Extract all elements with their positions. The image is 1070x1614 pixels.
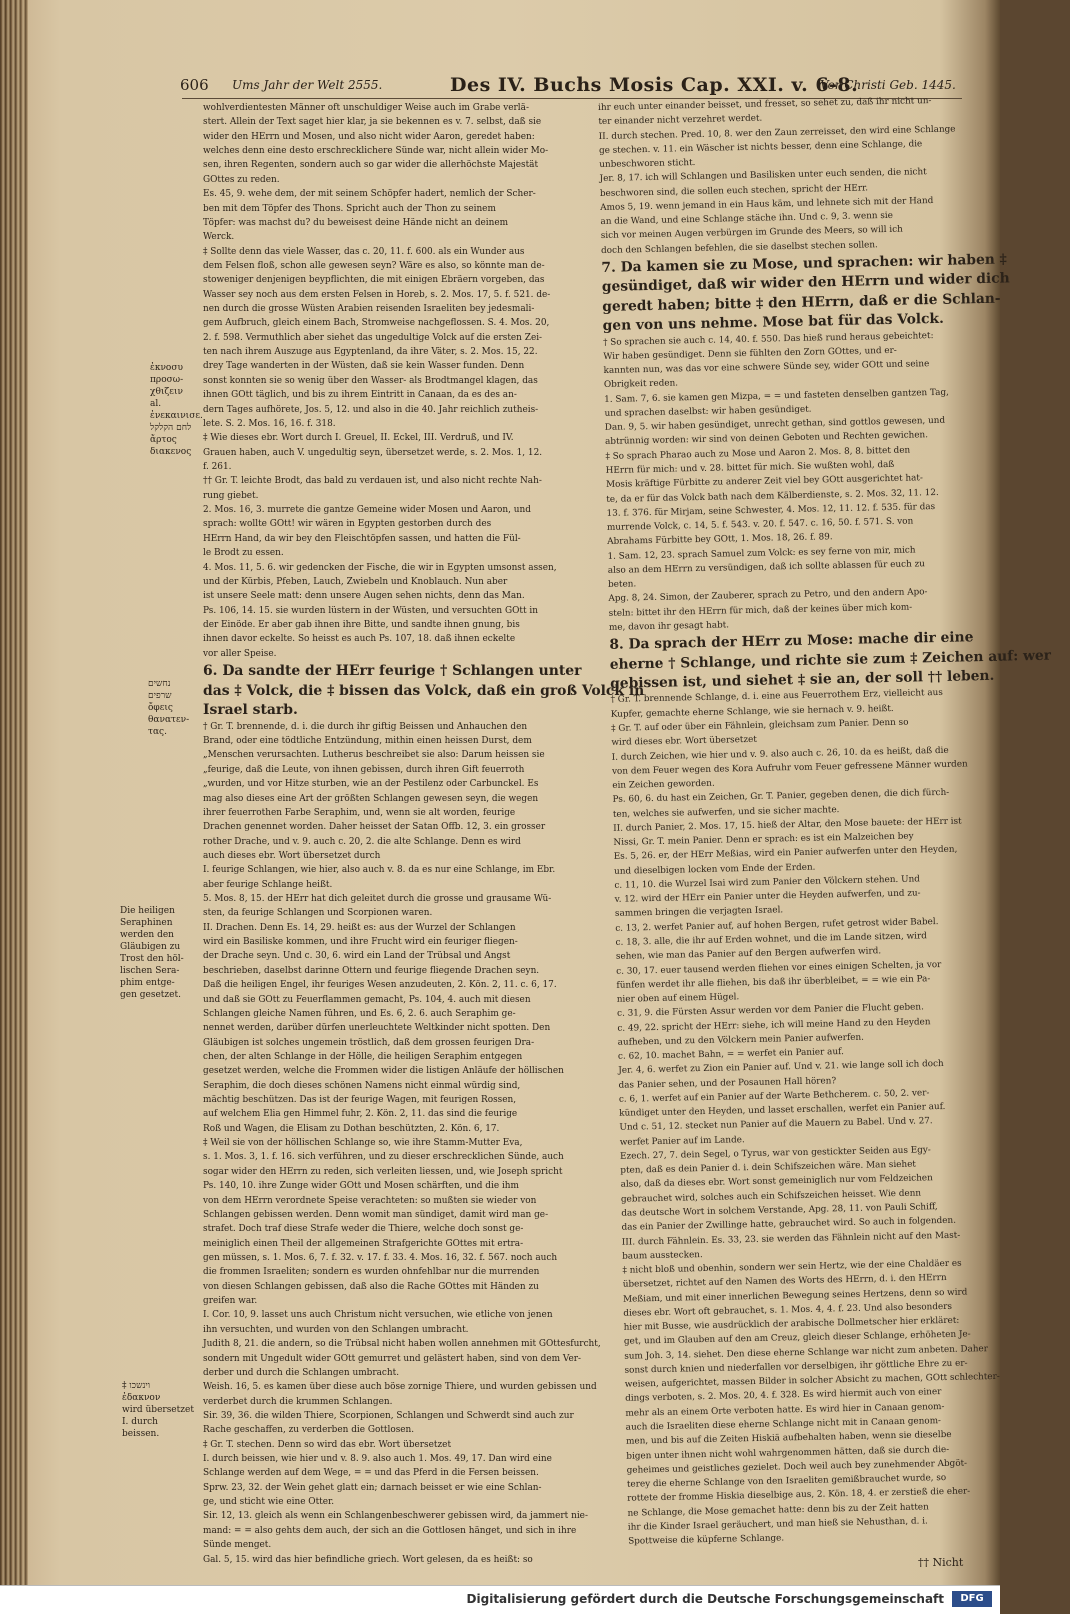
text-line: 2. f. 598. Vermuthlich aber siehet das ungedultige Volck auf die ersten Zei- <box>203 332 543 343</box>
text-line: sen, ihren Regenten, sondern auch so gar wider die allerhöchste Majestät <box>203 160 539 171</box>
text-line: verderbet durch die krummen Schlangen. <box>203 1396 393 1407</box>
text-line: ‡ Weil sie von der höllischen Schlange so, wie ihre Stamm-Mutter Eva, <box>203 1138 523 1149</box>
text-line: c. 18, 3. alle, die ihr auf Erden wohnet, und die im Lande sitzen, wird <box>615 931 927 948</box>
text-line: mächtig beschützen. Das ist der feurige Wagen, mit feurigen Rossen, <box>203 1095 517 1106</box>
text-line: sonst durch knien und niederfallen vor derselbigen, ihr göttliche Ehre zu er- <box>624 1358 968 1376</box>
text-line: 2. Mos. 16, 3. murrete die gantze Gemeine wider Mosen und Aaron, und <box>203 505 531 516</box>
text-line: ihr die Kinder Israel geräuchert, und man hieß sie Nehusthan, d. i. <box>627 1516 928 1533</box>
text-line: Daß die heiligen Engel, ihr feuriges Wesen anzudeuten, 2. Kön. 2, 11. c. 6, 17. <box>203 980 557 991</box>
text-line: von diesen Schlangen gebissen, daß also die Rache GOttes mit Händen zu <box>203 1281 539 1292</box>
text-line: † So sprachen sie auch c. 14, 40. f. 550. Das hieß rund heraus gebeichtet: <box>602 330 934 348</box>
text-line: s. 1. Mos. 3, 1. f. 16. sich verführen, und zu dieser erschrecklichen Sünde, auch <box>203 1152 564 1163</box>
text-line: wider den HErrn und Mosen, und also nicht wider Aaron, geredet haben: <box>203 131 535 142</box>
text-line: Obrigkeit reden. <box>603 378 679 391</box>
text-line: Judith 8, 21. die andern, so die Trübsal nicht haben wollen annehmen mit GOttesfurcht, <box>203 1339 601 1350</box>
text-line: wohlverdientesten Männer oft unschuldiger Weise auch im Grabe verlä- <box>203 103 529 113</box>
text-line: ist unsere Seele matt: denn unsere Augen sehen nichts, denn das Man. <box>203 591 525 602</box>
text-line: dern Tages aufhörete, Jos. 5, 12. und also in die 40. Jahr reichlich zutheis- <box>203 404 539 415</box>
margin-line: ἐκνοσυ <box>150 363 183 373</box>
text-line: und der Kürbis, Pfeben, Lauch, Zwiebeln und Knoblauch. Nun aber <box>203 576 508 587</box>
text-line: ihnen GOtt täglich, und bis zu ihrem Eintritt in Canaan, da es des an- <box>203 390 517 401</box>
margin-note-greek-1 <box>150 362 203 458</box>
text-line: Amos 5, 19. wenn jemand in ein Haus käm, und lehnete sich mit der Hand <box>600 195 934 213</box>
text-line: Rache geschaffen, zu verderben die Gottlosen. <box>203 1425 415 1436</box>
text-line: gebissen ist, und siehet ‡ sie an, der soll †† leben. <box>610 667 995 692</box>
text-line: rother Drache, und v. 9. auch c. 20, 2. die alte Schlange. Denn es wird <box>203 836 521 847</box>
text-line: ‡ Gr. T. stechen. Denn so wird das ebr. Wort übersetzet <box>203 1439 452 1450</box>
text-line: aufheben, und zu den Völckern mein Panier aufwerfen. <box>617 1032 865 1048</box>
text-line: greifen war. <box>203 1296 258 1307</box>
text-line: Töpfer: was machst du? du beweisest deine Hände nicht an deinem <box>203 217 509 228</box>
text-line: das deutsche Wort in solchem Verstande, Apg. 28, 11. von Pauli Schiff, <box>621 1202 938 1219</box>
text-line: rung giebet. <box>203 490 259 501</box>
text-line: † Gr. T. brennende Schlange, d. i. eine aus Feuerrothem Erz, vielleicht aus <box>610 688 943 706</box>
text-line: ten, welches sie aufwerfen, und sie sicher machte. <box>612 804 840 820</box>
text-line: I. durch Zeichen, wie hier und v. 9. also auch c. 26, 10. da es heißt, daß die <box>611 745 949 763</box>
text-line: terey die eherne Schlange von den Israeliten gemißbrauchet wurde, so <box>626 1473 947 1490</box>
text-line: II. Drachen. Denn Es. 14, 29. heißt es: aus der Wurzel der Schlangen <box>203 922 516 933</box>
text-line: 1. Sam. 12, 23. sprach Samuel zum Volck: es sey ferne von mir, mich <box>607 545 916 562</box>
text-line: Israel starb. <box>203 702 298 719</box>
text-line: auch die Israeliten diese eherne Schlange nicht mit in Canaan genom- <box>625 1416 942 1433</box>
text-line: stoweniger denjenigen beypflichten, die mit einigen Ebräern vorgeben, das <box>203 275 545 286</box>
margin-line: lischen Sera- <box>120 966 180 976</box>
text-line: übersetzet, richtet auf den Namen des Worts des HErrn, d. i. den HErrn <box>622 1273 947 1291</box>
text-line: beschrieben, daselbst darinne Ottern und feurige fliegende Drachen seyn. <box>203 965 540 976</box>
text-line: Sünde menget. <box>203 1540 272 1551</box>
text-line: der Einöde. Er aber gab ihnen ihre Bitte, und sandte ihnen gnung, bis <box>203 619 520 630</box>
text-line: die frommen Israeliten; sondern es wurden ohnfehlbar nur die murrenden <box>203 1267 540 1278</box>
text-line: unbeschworen sticht. <box>599 158 696 171</box>
text-line: drey Tage wanderten in der Wüsten, daß sie kein Wasser funden. Denn <box>203 361 525 372</box>
text-line: aber feurige Schlange heißt. <box>203 879 333 890</box>
text-line: ‡ So sprach Pharao auch zu Mose und Aaron 2. Mos. 8, 8. bittet den <box>605 445 911 462</box>
text-line: Spottweise die küpferne Schlange. <box>628 1533 785 1547</box>
text-line: steln: bittet ihr den HErrn für mich, daß der keines über mich kom- <box>608 602 913 619</box>
text-line: also an dem HErrn zu versündigen, daß ich sollte ablassen für euch zu <box>607 559 925 576</box>
text-line: ben mit dem Töpfer des Thons. Spricht auch der Thon zu seinem <box>203 203 496 214</box>
text-line: sprach: wollte GOtt! wir wären in Egypten gestorben durch des <box>203 519 492 530</box>
text-line: c. 31, 9. die Fürsten Assur werden vor dem Panier die Flucht geben. <box>617 1002 924 1020</box>
text-line: HErrn Hand, da wir bey den Fleischtöpfen sassen, und hatten die Fül- <box>203 533 521 544</box>
text-line: Ps. 60, 6. du hast ein Zeichen, Gr. T. Panier, gegeben denen, die dich fürch- <box>612 788 950 806</box>
text-line: I. feurige Schlangen, wie hier, also auch v. 8. da es nur eine Schlange, im Ebr. <box>203 865 556 876</box>
text-line: gen von uns nehme. Mose bat für das Volck. <box>602 310 944 335</box>
text-line: le Brodt zu essen. <box>203 548 284 559</box>
text-line: „Menschen verursachten. Lutherus beschreibet sie also: Darum heissen sie <box>203 750 545 761</box>
text-line: murrende Volck, c. 14, 5. f. 543. v. 20. f. 547. c. 16, 50. f. 571. S. von <box>606 516 914 533</box>
text-line: Ezech. 27, 7. dein Segel, o Tyrus, war von gestickter Seiden aus Egy- <box>619 1145 931 1162</box>
margin-line: gen gesetzet. <box>120 990 181 1000</box>
text-line: sondern mit Ungedult wider GOtt gemurret und gelästert haben, sind von dem Ver- <box>203 1353 582 1364</box>
text-line: und sprachen daselbst: wir haben gesündiget. <box>604 404 812 419</box>
text-line: werfet Panier auf im Lande. <box>619 1134 745 1148</box>
margin-line: ἐδακνον <box>122 1393 161 1403</box>
text-line: sammen bringen die verjagten Israel. <box>614 905 784 920</box>
book-spine <box>0 0 28 1585</box>
text-line: gem Aufbruch, gleich einem Bach, Stromweise nachgeflossen. S. 4. Mos. 20, <box>203 318 550 329</box>
text-line: „wurden, und vor Hitze sturben, wie an der Pestilenz oder Carbunckel. Es <box>203 779 539 790</box>
text-line: Schlangen gebissen werden. Denn womit man sündiget, damit wird man ge- <box>203 1209 549 1220</box>
text-line: Es. 5, 26. er, der HErr Meßias, wird ein Panier aufwerfen unter den Heyden, <box>613 845 958 863</box>
text-line: HErrn für mich: und v. 28. bittet für mich. Sie wußten wohl, daß <box>605 459 895 476</box>
text-line: Schlangen gleiche Namen führen, und Es. 6, 2. 6. auch Seraphim ge- <box>203 1008 516 1019</box>
text-line: pten, daß es dein Panier d. i. dein Schifszeichen wäre. Man siehet <box>620 1159 917 1176</box>
text-line: Gal. 5, 15. wird das hier befindliche griech. Wort gelesen, da es heißt: so <box>203 1554 533 1565</box>
text-line: ter einander nicht verzehret werdet. <box>598 113 763 128</box>
text-line: meiniglich einen Theil der allgemeinen Strafgerichte GOttes mit ertra- <box>203 1238 524 1249</box>
margin-line: ἐνεκαινισε. <box>150 411 203 421</box>
text-line: Mosis kräftige Fürbitte zu anderer Zeit viel bey GOtt ausgerichtet hat- <box>605 473 924 491</box>
text-line: nen durch die grosse Wüsten Arabien reisenden Israeliten bey jedesmali- <box>203 304 535 315</box>
text-line: ihr euch unter einander beisset, und fresset, so sehet zu, daß ihr nicht un- <box>598 96 932 113</box>
text-line: Gläubigen ist solches ungemein tröstlich, daß dem grossen feurigen Dra- <box>203 1037 535 1048</box>
text-line: „feurige, daß die Leute, von ihnen gebissen, durch ihren Gift feuerroth <box>203 764 525 775</box>
text-line: von dem HErrn verordnete Speise verachteten: so mußten sie wieder von <box>203 1195 537 1206</box>
text-line: 4. Mos. 11, 5. 6. wir gedencken der Fische, die wir in Egypten umsonst assen, <box>203 562 557 573</box>
text-line: Sir. 12, 13. gleich als wenn ein Schlangenbeschwerer gebissen wird, da jammert nie- <box>203 1511 588 1522</box>
text-line: II. durch stechen. Pred. 10, 8. wer den Zaun zerreisset, den wird eine Schlange <box>598 124 956 142</box>
margin-line: Trost den höl- <box>120 954 184 964</box>
text-line: Werck. <box>203 232 235 243</box>
text-line: vor aller Speise. <box>203 648 277 659</box>
text-line: c. 13, 2. werfet Panier auf, auf hohen Bergen, rufet getrost wider Babel. <box>615 916 939 934</box>
text-line: Es. 45, 9. wehe dem, der mit seinem Schöpfer hadert, nemlich der Scher- <box>203 189 536 200</box>
margin-line: ‡ וינשכו <box>122 1381 151 1391</box>
text-line: ge, und sticht wie eine Otter. <box>203 1497 335 1508</box>
text-line: bigen unter ihnen nicht wohl wahrgenommen hätten, daß sie durch die- <box>626 1444 950 1462</box>
text-line: fünfen werdet ihr alle fliehen, bis daß ihr überbleibet, = = wie ein Pa- <box>616 973 931 991</box>
text-line: ihn versuchten, und wurden von den Schlangen umbracht. <box>203 1324 469 1335</box>
text-line: Kupfer, gemachte eherne Schlange, wie sie hernach v. 9. heißt. <box>610 703 894 720</box>
text-line: 6. Da sandte der HErr feurige † Schlangen unter <box>203 663 582 680</box>
footer-text: Digitalisierung gefördert durch die Deutsche Forschungsgemeinschaft <box>466 1592 944 1606</box>
text-line: doch den Schlangen befehlen, die sie daselbst stechen sollen. <box>601 239 878 256</box>
text-line: dings verboten, s. 2. Mos. 20, 4. f. 328. Es wird hiermit auch von einer <box>625 1387 942 1405</box>
text-line: Sprw. 23, 32. der Wein gehet glatt ein; darnach beisset er wie eine Schlan- <box>203 1482 542 1493</box>
text-line: mehr als an einem Orte verboten hatte. Es wird hier in Canaan genom- <box>625 1401 945 1419</box>
text-line: f. 261. <box>203 461 232 472</box>
text-line: an die Wand, und eine Schlange stäche ihn. Und c. 9, 3. wenn sie <box>600 210 894 228</box>
text-line: ‡ Wie dieses ebr. Wort durch I. Greuel, II. Eckel, III. Verdruß, und IV. <box>203 433 514 444</box>
text-line: Meßiam, und mit einer innerlichen Bewegung seines Hertzens, denn so wird <box>622 1287 968 1305</box>
text-line: weisen, aufgerichtet, massen Bilder in solcher Absicht zu machen, GOtt schlechter- <box>624 1372 1000 1390</box>
text-line: nier oben auf einem Hügel. <box>616 992 740 1005</box>
text-line: 8. Da sprach der HErr zu Mose: mache dir eine <box>609 629 974 654</box>
margin-note-beissen <box>122 1380 200 1440</box>
margin-line: ὄφεις <box>148 703 173 713</box>
margin-note-seraphim <box>120 905 198 1001</box>
margin-line: θανατεν- <box>148 715 190 725</box>
text-line: Sir. 39, 36. die wilden Thiere, Scorpionen, Schlangen und Schwerdt sind auch zur <box>203 1410 574 1421</box>
text-line: stert. Allein der Text saget hier klar, ja sie bekennen es v. 7. selbst, daß sie <box>203 117 542 128</box>
footer-bar <box>0 1585 1000 1614</box>
text-line: das ‡ Volck, die ‡ bissen das Volck, daß ein groß Volck in <box>203 682 645 699</box>
text-line: Brand, oder eine tödtliche Entzündung, mithin einen heissen Durst, dem <box>203 736 532 747</box>
text-line: get, und im Glauben auf den am Creuz, gleich dieser Schlange, erhöheten Je- <box>623 1329 971 1348</box>
text-line: c. 62, 10. machet Bahn, = = werfet ein Panier auf. <box>617 1047 844 1062</box>
margin-line: προσω- <box>150 375 184 385</box>
text-line: das Panier sehen, und der Posaunen Hall hören? <box>618 1075 837 1091</box>
text-line: kannten nun, was das vor eine schwere Sünde sey, wider GOtt und seine <box>603 359 930 377</box>
text-line: Wasser sey noch aus dem ersten Felsen in Horeb, s. 2. Mos. 17, 5. f. 521. de- <box>203 289 551 300</box>
text-line: auf welchem Elia gen Himmel fuhr, 2. Kön. 2, 11. das sind die feurige <box>203 1109 518 1120</box>
text-line: Und c. 51, 12. stecket nun Panier auf die Mauern zu Babel. Und v. 27. <box>619 1116 933 1134</box>
text-line: gesündiget, daß wir wider den HErrn und wider dich <box>601 270 1010 296</box>
text-line: ihrer feuerrothen Farbe Seraphim, und, wenn sie alt worden, feurige <box>203 807 516 818</box>
margin-line: wird übersetzet <box>122 1405 194 1415</box>
text-line: strafet. Doch traf diese Strafe weder die Thiere, welche doch sonst ge- <box>203 1224 524 1235</box>
text-line: kündiget unter den Heyden, und lasset erschallen, werfet ein Panier auf. <box>619 1102 946 1119</box>
text-line: ge stechen. v. 11. ein Wäscher ist nichts besser, denn eine Schlange, die <box>598 139 923 156</box>
margin-line: χθιζειν <box>150 387 183 397</box>
text-line: nennet werden, darüber dürfen unerleuchtete Weltkinder nicht spotten. Den <box>203 1023 551 1034</box>
text-line: baum ausstecken. <box>622 1249 703 1262</box>
text-line: ein Zeichen geworden. <box>612 778 715 791</box>
margin-line: τας. <box>148 727 167 737</box>
text-line: welches denn eine desto erschrecklichere Sünde war, nicht allein wider Mo- <box>203 146 549 157</box>
text-line: ihnen davor eckelte. So heisst es auch Ps. 107, 18. daß ihnen eckelte <box>203 634 516 645</box>
header-christ: Vor Christi Geb. 1445. <box>820 78 956 92</box>
text-line: dem Felsen floß, schon alle gewesen seyn? Wäre es also, so könnte man de- <box>203 260 545 271</box>
text-line: Drachen genennet worden. Daher heisset der Satan Offb. 12, 3. ein grosser <box>203 822 546 833</box>
text-line: Nissi, Gr. T. mein Panier. Denn er sprach: es ist ein Malzeichen bey <box>613 831 914 848</box>
text-line: Schlange werden auf dem Wege, = = und das Pferd in die Fersen beissen. <box>203 1468 539 1479</box>
text-line: gesetzet werden, welche die Frommen wider die listigen Anläufe der höllischen <box>203 1066 564 1077</box>
margin-line: ἄρτος <box>150 435 177 445</box>
text-line: derber und durch die Schlangen umbracht. <box>203 1367 400 1378</box>
text-line: ‡ nicht bloß und obenhin, sondern wer sein Hertz, wie der eine Chaldäer es <box>622 1258 962 1276</box>
margin-line: phim entge- <box>120 978 175 988</box>
text-line: Dan. 9, 5. wir haben gesündiget, unrecht gethan, sind gottlos gewesen, und <box>604 416 946 434</box>
text-line: geredt haben; bitte ‡ den HErrn, daß er die Schlan- <box>602 290 1001 315</box>
text-line: lete. S. 2. Mos. 16, 16. f. 318. <box>203 418 336 429</box>
dfg-logo: DFG <box>952 1591 992 1607</box>
text-line: III. durch Fähnlein. Es. 33, 23. sie werden das Fähnlein nicht auf den Mast- <box>621 1230 961 1248</box>
text-line: c. 11, 10. die Wurzel Isai wird zum Panier den Völckern stehen. Und <box>614 874 920 891</box>
text-line: c. 30, 17. euer tausend werden fliehen vor eines einigen Schelten, ja vor <box>616 959 942 977</box>
margin-line: Seraphinen <box>120 918 173 928</box>
text-line: wird dieses ebr. Wort übersetzet <box>611 735 757 749</box>
text-line: c. 6, 1. werfet auf ein Panier auf der Warte Bethcherem. c. 50, 2. ver- <box>618 1088 930 1105</box>
text-line: te, da er für das Volck bath nach dem Kälberdienste, s. 2. Mos. 32, 11. 12. <box>606 487 939 505</box>
text-line: sogar wider den HErrn zu reden, sich verleiten liessen, und, wie Joseph spricht <box>203 1166 563 1177</box>
text-line: Jer. 4, 6. werfet zu Zion ein Panier auf. Und v. 21. wie lange soll ich doch <box>618 1059 944 1077</box>
text-line: Seraphim, die doch dieses schönen Namens nicht einmal würdig sind, <box>203 1080 521 1091</box>
text-line: me, davon ihr gesagt habt. <box>608 620 730 633</box>
text-line: ne Schlange, die Mose gemachet hatte: denn bis zu der Zeit hatten <box>627 1501 929 1519</box>
text-line: 1. Sam. 7, 6. sie kamen gen Mizpa, = = und fasteten denselben gantzen Tag, <box>604 387 950 405</box>
text-line: und dieselbigen locken vom Ende der Erden. <box>614 862 816 877</box>
margin-note-hebrew-2 <box>148 678 198 738</box>
text-line: Jer. 8, 17. ich will Schlangen und Basilisken unter euch senden, die nicht <box>599 167 927 185</box>
catchword: †† Nicht <box>918 1556 964 1569</box>
text-line: ‡ Sollte denn das viele Wasser, das c. 20, 11. f. 600. als ein Wunder aus <box>203 246 525 257</box>
running-header <box>180 74 970 98</box>
margin-line: I. durch <box>122 1417 158 1427</box>
text-line: Roß und Wagen, die Elisam zu Dothan beschützten, 2. Kön. 6, 17. <box>203 1123 500 1134</box>
text-line: der Drache seyn. Und c. 30, 6. wird ein Land der Trübsal und Angst <box>203 951 511 962</box>
text-line: Wir haben gesündiget. Denn sie fühlten den Zorn GOttes, und er- <box>603 345 897 362</box>
page-number: 606 <box>180 76 209 94</box>
text-line: II. durch Panier, 2. Mos. 17, 15. hieß der Altar, den Mose bauete: der HErr ist <box>613 816 962 834</box>
text-line: chen, der alten Schlange in der Hölle, die heiligen Seraphim entgegen <box>203 1051 523 1062</box>
margin-line: Die heiligen <box>120 906 175 916</box>
text-line: gebrauchet wird, solches auch ein Schifszeichen heisset. Wie denn <box>620 1188 922 1205</box>
text-line: gen müssen, s. 1. Mos. 6, 7. f. 32. v. 17. f. 33. 4. Mos. 16, 32. f. 567. noch auch <box>203 1253 558 1263</box>
margin-line: שרפים <box>148 691 172 701</box>
text-line: GOttes zu reden. <box>203 174 280 185</box>
margin-line: διακενος <box>150 447 192 457</box>
text-line: men, und bis auf die Zeiten Hiskiä aufbehalten haben, wenn sie dieselbe <box>625 1430 952 1447</box>
text-line: rottete der fromme Hiskia dieselbige aus, 2. Kön. 18, 4. er zerstieß die eher- <box>627 1486 971 1505</box>
text-line: mand: = = also gehts dem auch, der sich an die Gottlosen hänget, und sich in ihre <box>203 1525 577 1536</box>
text-line: 5. Mos. 8, 15. der HErr hat dich geleitet durch die grosse und grausame Wü- <box>203 894 552 905</box>
text-line: I. durch beissen, wie hier und v. 8. 9. also auch 1. Mos. 49, 17. Dan wird eine <box>203 1454 552 1465</box>
text-line: eherne † Schlange, und richte sie zum ‡ Zeichen auf: wer <box>609 647 1052 673</box>
header-year: Ums Jahr der Welt 2555. <box>232 78 383 92</box>
text-line: Ps. 106, 14. 15. sie wurden lüstern in der Wüsten, und versuchten GOtt in <box>203 605 538 616</box>
text-line: wird ein Basiliske kommen, und ihre Frucht wird ein feuriger fliegen- <box>203 937 518 948</box>
text-line: 7. Da kamen sie zu Mose, und sprachen: wir haben ‡ <box>601 251 1007 276</box>
text-line: sten, da feurige Schlangen und Scorpionen waren. <box>203 908 433 919</box>
margin-line: al. <box>150 399 162 409</box>
text-line: dieses ebr. Wort oft gebrauchet, s. 1. Mos. 4, 4. f. 23. Und also besonders <box>623 1301 953 1319</box>
margin-line: beissen. <box>122 1429 160 1439</box>
text-line: beschworen sind, die sollen euch stechen, spricht der HErr. <box>599 182 869 199</box>
text-line: 13. f. 376. für Mirjam, seine Schwester, 4. Mos. 12, 11. 12. f. 535. für das <box>606 501 936 519</box>
text-line: † Gr. T. brennende, d. i. die durch ihr giftig Beissen und Anhauchen den <box>203 721 528 732</box>
text-line: also, daß da dieses ebr. Wort sonst gemeiniglich nur vom Feldzeichen <box>620 1173 933 1191</box>
text-line: v. 12. wird der HErr ein Panier unter die Heyden aufwerfen, und zu- <box>614 888 921 905</box>
text-line: sehen, wie man das Panier auf den Bergen aufwerfen wird. <box>615 946 882 963</box>
text-line: geheimes und geistliches gezielet. Doch weil auch bey zunehmender Abgöt- <box>626 1458 968 1476</box>
margin-line: נחשים <box>148 679 171 689</box>
text-line: von dem Feuer wegen des Kora Aufruhr vom Feuer gefressene Männer wurden <box>611 759 968 777</box>
text-line: Grauen haben, auch V. ungedultig seyn, übersetzet werde, s. 2. Mos. 1, 12. <box>203 447 543 458</box>
text-line: sum Joh. 3, 14. siehet. Den diese eherne Schlange war nicht zum anbeten. Daher <box>624 1343 989 1362</box>
text-line: abtrünnig worden: wir sind von deinen Geboten und Rechten gewichen. <box>605 430 929 448</box>
right-text-column <box>598 94 1052 1550</box>
text-line: hier mit Busse, wie ausdrücklich der arabische Dollmetscher hier erkläret: <box>623 1315 960 1333</box>
text-line: sonst konnten sie so wenig über den Wasser- als Brodtmangel klagen, das <box>203 375 538 386</box>
text-line: Apg. 8, 24. Simon, der Zauberer, sprach zu Petro, und den andern Apo- <box>608 587 928 605</box>
text-line: auch dieses ebr. Wort übersetzet durch <box>203 850 381 861</box>
text-line: sich vor meinen Augen verbürgen im Grunde des Meers, so will ich <box>600 225 903 242</box>
margin-line: Gläubigen zu <box>120 942 181 952</box>
text-line: beten. <box>608 579 637 591</box>
text-line: mag also dieses eine Art der größten Schlangen gewesen seyn, die wegen <box>203 793 539 804</box>
text-line: das ein Panier der Zwillinge hatte, gebrauchet wird. So auch in folgenden. <box>621 1216 957 1234</box>
margin-line: לחם הקלקל <box>150 423 192 433</box>
header-title: Des IV. Buchs Mosis Cap. XXI. v. 6-8. <box>450 74 859 96</box>
text-line: I. Cor. 10, 9. lasset uns auch Christum nicht versuchen, wie etliche von jenen <box>203 1310 553 1321</box>
text-line: ten nach ihrem Auszuge aus Egyptenland, da ihre Väter, s. 2. Mos. 15, 22. <box>203 347 538 358</box>
margin-line: werden den <box>120 930 174 940</box>
text-line: Weish. 16, 5. es kamen über diese auch böse zornige Thiere, und wurden gebissen und <box>203 1382 597 1393</box>
text-line: ‡ Gr. T. auf oder über ein Fähnlein, gleichsam zum Panier. Denn so <box>611 717 909 734</box>
text-line: Ps. 140, 10. ihre Zunge wider GOtt und Mosen schärften, und die ihm <box>203 1181 519 1192</box>
text-line: Abrahams Fürbitte bey GOtt, 1. Mos. 18, 26. f. 89. <box>607 532 833 548</box>
text-line: †† Gr. T. leichte Brodt, das bald zu verdauen ist, und also nicht rechte Nah- <box>203 476 542 487</box>
text-line: c. 49, 22. spricht der HErr: siehe, ich will meine Hand zu den Heyden <box>617 1016 931 1034</box>
text-line: und daß sie GOtt zu Feuerflammen gemacht, Ps. 104, 4. auch mit diesen <box>203 994 531 1005</box>
